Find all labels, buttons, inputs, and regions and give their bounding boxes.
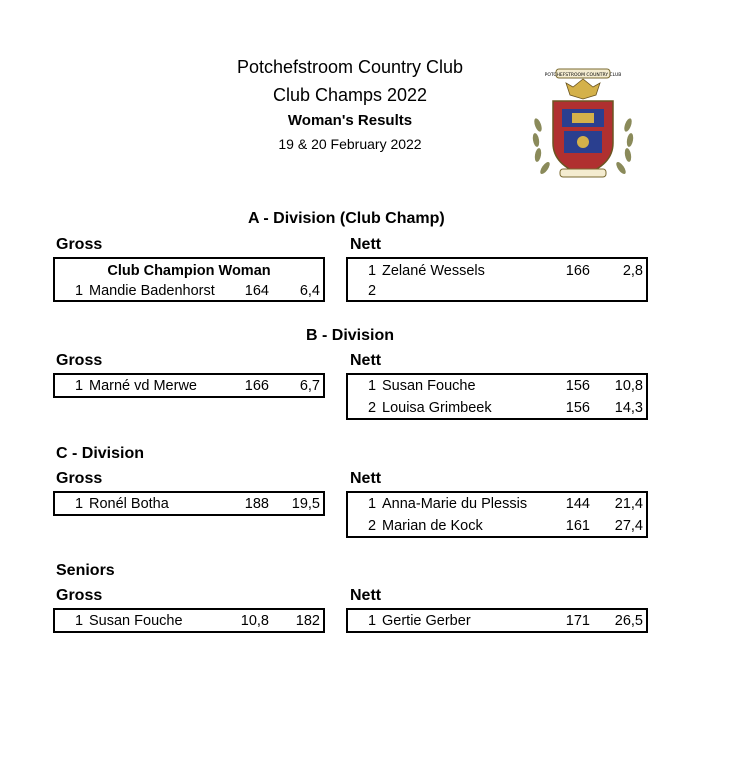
b-division-title: B - Division [306,327,395,344]
seniors-nett-label: Nett [350,587,382,604]
table-row [348,493,646,515]
score: 182 [295,613,320,629]
score: 166 [565,263,590,279]
c-gross-table [53,491,325,516]
event-dates: 19 & 20 February 2022 [278,136,422,152]
table-row [348,397,646,419]
b-gross-label: Gross [56,352,103,369]
table-row [55,493,323,515]
c-nett-table [346,491,648,538]
b-gross-table [53,373,325,398]
table-row [348,515,646,537]
event-title: Club Champs 2022 [272,85,428,105]
position: 2 [368,283,377,299]
score: 171 [565,613,590,629]
b-nett-label: Nett [350,352,382,369]
position: 2 [368,518,377,534]
player-name: Zelané Wessels [382,263,485,279]
club-crest-logo [528,65,638,190]
handicap: 2,8 [622,263,643,279]
position: 1 [75,496,84,512]
handicap: 26,5 [614,613,643,629]
table-row [55,610,323,632]
seniors-gross-label: Gross [56,587,103,604]
handicap: 10,8 [240,613,269,629]
seniors-title: Seniors [56,562,115,579]
table-row [55,280,323,302]
c-division-title: C - Division [56,445,145,462]
position: 1 [75,283,84,299]
table-row [348,375,646,397]
table-row [55,375,323,397]
position: 1 [75,613,84,629]
score: 156 [565,400,590,416]
a-nett-table [346,257,648,302]
seniors-nett-table [346,608,648,633]
a-division-title: A - Division (Club Champ) [248,210,445,227]
table-row [348,260,646,282]
score: 144 [565,496,590,512]
player-name: Gertie Gerber [382,613,471,629]
handicap: 19,5 [291,496,320,512]
table-row [348,610,646,632]
a-gross-table-title: Club Champion Woman [107,263,271,279]
handicap: 14,3 [614,400,643,416]
position: 2 [368,400,377,416]
player-name: Mandie Badenhorst [89,283,215,299]
a-nett-label: Nett [350,236,382,253]
a-gross-label: Gross [56,236,103,253]
player-name: Marian de Kock [382,518,483,534]
c-nett-label: Nett [350,470,382,487]
club-name: Potchefstroom Country Club [236,57,464,77]
a-gross-table [53,257,325,302]
score: 166 [244,378,269,394]
position: 1 [75,378,84,394]
player-name: Anna-Marie du Plessis [382,496,528,512]
score: 156 [565,378,590,394]
position: 1 [368,378,377,394]
position: 1 [368,613,377,629]
player-name: Susan Fouche [89,613,183,629]
position: 1 [368,263,377,279]
table-row [348,280,646,302]
b-nett-table [346,373,648,420]
handicap: 27,4 [614,518,643,534]
player-name: Marné vd Merwe [89,378,197,394]
score: 161 [565,518,590,534]
c-gross-label: Gross [56,470,103,487]
handicap: 10,8 [614,378,643,394]
crest-banner-text: POTCHEFSTROOM COUNTRY CLUB [544,73,622,78]
player-name: Susan Fouche [382,378,476,394]
player-name: Ronél Botha [89,496,169,512]
position: 1 [368,496,377,512]
handicap: 6,7 [299,378,320,394]
player-name: Louisa Grimbeek [382,400,492,416]
score: 188 [244,496,269,512]
score: 164 [244,283,269,299]
seniors-gross-table [53,608,325,633]
results-subtitle: Woman's Results [287,112,413,129]
handicap: 6,4 [299,283,320,299]
handicap: 21,4 [614,496,643,512]
